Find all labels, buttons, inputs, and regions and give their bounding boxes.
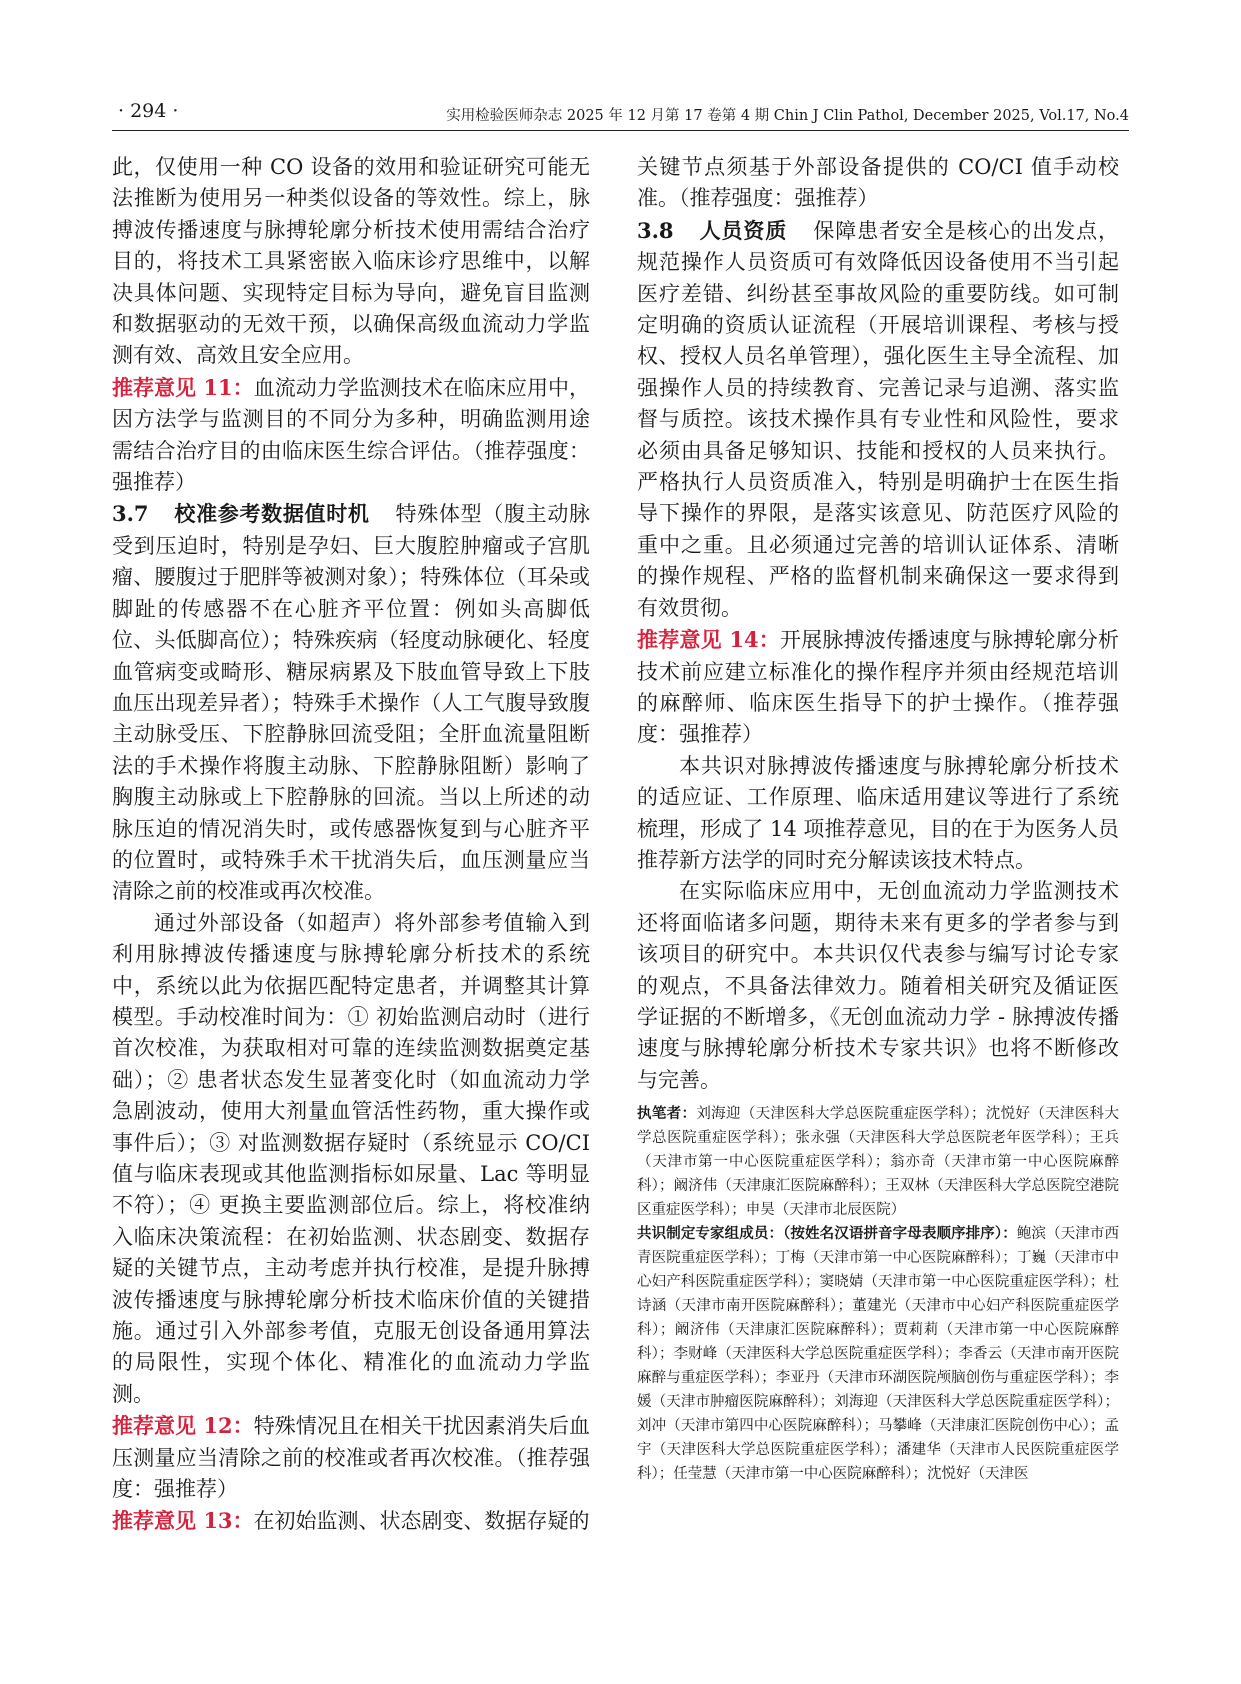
section-text: 保障患者安全是核心的出发点，规范操作人员资质可有效降低因设备使用不当引起医疗差错、纠纷甚至事故风险的重要防线。如可制定明确的资质认证流程（开展培训课程、考核与授权、授权人员名单管理），强化医生主导全流程、加强操作人员的持续教育、完善记录与追溯、落实监督与质控。该技术操作具有专业性和风险性，要求必须由具备足够知识、技能和授权的人员来执行。严格执行人员资质准入，特别是明确护士在医生指导下操作的界限，是落实该意见、防范医疗风险的重中之重。且必须通过完善的培训认证体系、清晰的操作规程、严格的监督机制来确保这一要求得到有效贯彻。	[637, 218, 1120, 620]
paragraph-calibration: 通过外部设备（如超声）将外部参考值输入到利用脉搏波传播速度与脉搏轮廓分析技术的系统中，系统以此为依据匹配特定患者，并调整其计算模型。手动校准时间为：① 初始监测启动时（进行首次校准，为获取相对可靠的连续监测数据奠定基础）；② 患者状态发生显著变化时（如血流动力学急剧波动，使用大剂量血管活性药物，重大操作或事件后）；③ 对监测数据存疑时（系统显示 CO/CI 值与临床表现或其他监测指标如尿量、Lac 等明显不符）；④ 更换主要监测部位后。综上，将校准纳入临床决策流程：在初始监测、状态剧变、数据存疑的关键节点，主动考虑并执行校准，是提升脉搏波传播速度与脉搏轮廓分析技术临床价值的关键措施。通过引入外部参考值，克服无创设备通用算法的局限性，实现个体化、精准化的血流动力学监测。	[112, 910, 590, 1406]
paragraph-summary: 本共识对脉搏波传播速度与脉搏轮廓分析技术的适应证、工作原理、临床适用建议等进行了系统梳理，形成了 14 项推荐意见，目的在于为医务人员推荐新方法学的同时充分解读该技术特点。	[637, 753, 1119, 872]
expert-group-list	[637, 1222, 1119, 1486]
running-header	[112, 96, 1129, 131]
recommendation-11	[112, 372, 590, 499]
recommendation-13-continued: 关键节点须基于外部设备提供的 CO/CI 值手动校准。（推荐强度：强推荐）	[637, 155, 1119, 211]
recommendation-label: 推荐意见	[637, 627, 730, 653]
section-number: 3.8	[637, 217, 674, 243]
recommendation-label: 推荐意见	[112, 1508, 204, 1534]
section-title: 人员资质	[698, 217, 788, 243]
section-number: 3.7	[112, 501, 149, 527]
journal-citation: 实用检验医师杂志 2025 年 12 月第 17 卷第 4 期 Chin J Clin Pathol, December 2025, Vol.17, No.4	[446, 108, 1129, 124]
recommendation-text: 开展脉搏波传播速度与脉搏轮廓分析技术前应建立标准化的操作程序并须由经规范培训的麻醉师、临床医生指导下的护士操作。（推荐强度：强推荐）	[637, 628, 1120, 747]
section-3-7	[112, 498, 590, 907]
recommendation-number: 13：	[203, 1508, 254, 1534]
recommendation-number: 12：	[203, 1413, 254, 1439]
section-text: 特殊体型（腹主动脉受到压迫时，特别是孕妇、巨大腹腔肿瘤或子宫肌瘤、腰腹过于肥胖等被测对象）；特殊体位（耳朵或脚趾的传感器不在心脏齐平位置：例如头高脚低位、头低脚高位）；特殊疾病（轻度动脉硬化、轻度血管病变或畸形、糖尿病累及下肢血管导致上下肢血压出现差异者）；特殊手术操作（人工气腹导致腹主动脉受压、下腔静脉回流受阻；全肝血流量阻断法的手术操作将腹主动脉、下腔静脉阻断）影响了胸腹主动脉或上下腔静脉的回流。当以上所述的动脉压迫的情况消失时，或传感器恢复到与心脏齐平的位置时，或特殊手术干扰消失后，血压测量应当清除之前的校准或再次校准。	[112, 502, 591, 904]
recommendation-number: 11：	[203, 374, 254, 400]
section-title: 校准参考数据值时机	[173, 501, 370, 527]
recommendation-13	[112, 1505, 590, 1537]
experts-label: 共识制定专家组成员：（按姓名汉语拼音字母表顺序排序）：	[637, 1225, 1017, 1243]
recommendation-number: 14：	[729, 627, 780, 653]
left-column	[112, 152, 590, 1538]
authors-text: 刘海迎（天津医科大学总医院重症医学科）；沈悦好（天津医科大学总医院重症医学科）；张永强（天津医科大学总医院老年医学科）；王兵（天津市第一中心医院重症医学科）；翁亦奇（天津市第一中心医院麻醉科）；阚济伟（天津康汇医院麻醉科）；王双林（天津医科大学总医院空港院区重症医学科）；申昊（天津市北辰医院）	[637, 1106, 1119, 1219]
recommendation-14	[637, 624, 1119, 751]
paragraph-future: 在实际临床应用中，无创血流动力学监测技术还将面临诸多问题，期待未来有更多的学者参与到该项目的研究中。本共识仅代表参与编写讨论专家的观点，不具备法律效力。随着相关研究及循证医学证据的不断增多，《无创血流动力学 - 脉搏波传播速度与脉搏轮廓分析技术专家共识》也将不断修改与完善。	[637, 879, 1119, 1092]
recommendation-12	[112, 1410, 590, 1505]
right-column	[637, 152, 1119, 1486]
recommendation-label: 推荐意见	[112, 374, 204, 400]
recommendation-text: 特殊情况且在相关干扰因素消失后血压测量应当清除之前的校准或者再次校准。（推荐强度：强推荐）	[112, 1414, 590, 1502]
authors-label: 执笔者：	[637, 1105, 697, 1123]
authors-list	[637, 1102, 1119, 1222]
recommendation-text: 血流动力学监测技术在临床应用中，因方法学与监测目的不同分为多种，明确监测用途需结合治疗目的由临床医生综合评估。（推荐强度：强推荐）	[112, 375, 590, 495]
page-number: · 294 ·	[118, 100, 179, 122]
section-3-8	[637, 215, 1119, 624]
recommendation-label: 推荐意见	[112, 1413, 204, 1439]
paragraph-co-device: 此，仅使用一种 CO 设备的效用和验证研究可能无法推断为使用另一种类似设备的等效性。综上，脉搏波传播速度与脉搏轮廓分析技术使用需结合治疗目的，将技术工具紧密嵌入临床诊疗思维中，以解决具体问题、实现特定目标为导向，避免盲目监测和数据驱动的无效干预，以确保高级血流动力学监测有效、高效且安全应用。	[112, 155, 590, 368]
recommendation-text: 在初始监测、状态剧变、数据存疑的	[253, 1509, 590, 1534]
experts-text: 鲍滨（天津市西青医院重症医学科）；丁梅（天津市第一中心医院麻醉科）；丁巍（天津市中心妇产科医院重症医学科）；窦晓婧（天津市第一中心医院重症医学科）；杜诗涵（天津市南开医院麻醉科）；董建光（天津市中心妇产科医院重症医学科）；阚济伟（天津康汇医院麻醉科）；贾莉莉（天津市第一中心医院麻醉科）；李财峰（天津医科大学总医院重症医学科）；李香云（天津市南开医院麻醉与重症医学科）；李亚丹（天津市环湖医院颅脑创伤与重症医学科）；李媛（天津市肿瘤医院麻醉科）；刘海迎（天津医科大学总医院重症医学科）；刘冲（天津市第四中心医院麻醉科）；马攀峰（天津康汇医院创伤中心）；孟宇（天津医科大学总医院重症医学科）；潘建华（天津市人民医院重症医学科）；任莹慧（天津市第一中心医院麻醉科）；沈悦好（天津医	[637, 1226, 1120, 1483]
